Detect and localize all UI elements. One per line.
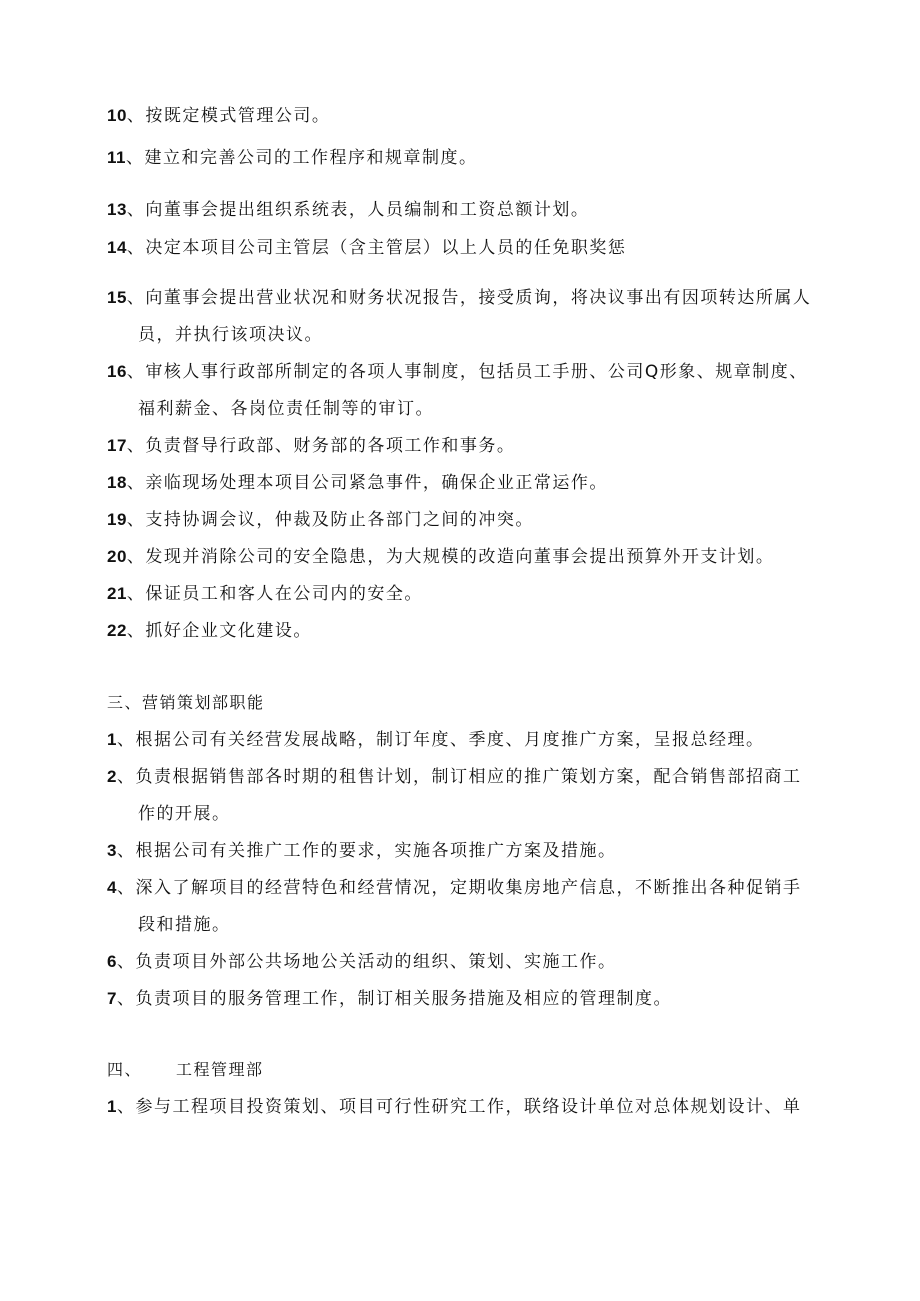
item-number: 19 (107, 510, 127, 529)
item-number: 1 (107, 1097, 117, 1116)
item-text: 、负责项目的服务管理工作，制订相关服务措施及相应的管理制度。 (116, 989, 672, 1009)
item-number: 4 (107, 878, 117, 897)
item-number: 2 (107, 767, 117, 786)
item-number: 3 (107, 841, 117, 860)
list-item (107, 987, 672, 1011)
item-text: 、根据公司有关推广工作的要求，实施各项推广方案及措施。 (116, 841, 617, 861)
item-text: 、亲临现场处理本项目公司紧急事件，确保企业正常运作。 (126, 473, 608, 493)
item-text: 、审核人事行政部所制定的各项人事制度，包括员工手册、公司Q形象、规章制度、 (126, 362, 808, 382)
list-item (107, 1095, 801, 1119)
list-item-continuation: 员，并执行该项决议。 (138, 325, 323, 345)
item-number: 10 (107, 106, 127, 125)
list-item (107, 950, 616, 974)
section-heading (107, 1058, 264, 1082)
list-item (107, 619, 312, 643)
item-text: 、按既定模式管理公司。 (126, 106, 331, 126)
list-item (107, 236, 626, 260)
item-text: 、支持协调会议，仲裁及防止各部门之间的冲突。 (126, 510, 534, 530)
item-text: 、负责项目外部公共场地公关活动的组织、策划、实施工作。 (116, 952, 617, 972)
item-number: 15 (107, 288, 127, 307)
item-text: 、参与工程项目投资策划、项目可行性研究工作，联络设计单位对总体规划设计、单 (116, 1097, 802, 1117)
section-heading: 三、营销策划部职能 (107, 693, 265, 712)
item-number: 13 (107, 200, 127, 219)
item-text: 、向董事会提出营业状况和财务状况报告，接受质询，将决议事出有因项转达所属人 (126, 288, 812, 308)
list-item (107, 104, 330, 128)
list-item (107, 198, 589, 222)
list-item (107, 765, 801, 789)
item-number: 1 (107, 730, 117, 749)
item-text: 、决定本项目公司主管层（含主管层）以上人员的任免职奖惩 (126, 238, 627, 258)
item-text: 、根据公司有关经营发展战略，制订年度、季度、月度推广方案，呈报总经理。 (116, 730, 765, 750)
list-item (107, 146, 477, 170)
item-number: 22 (107, 621, 127, 640)
item-number: 20 (107, 547, 127, 566)
item-text: 、负责督导行政部、财务部的各项工作和事务。 (126, 436, 516, 456)
list-item-continuation: 段和措施。 (138, 915, 231, 935)
item-number: 6 (107, 952, 117, 971)
item-number: 16 (107, 362, 127, 381)
item-number: 21 (107, 584, 127, 603)
item-text: 、深入了解项目的经营特色和经营情况，定期收集房地产信息，不断推出各种促销手 (116, 878, 802, 898)
list-item (107, 876, 801, 900)
item-text: 、抓好企业文化建设。 (126, 621, 312, 641)
section-heading-number: 四、 (107, 1060, 143, 1079)
item-number: 11 (107, 148, 126, 167)
list-item (107, 508, 534, 532)
list-item (107, 728, 764, 752)
item-number: 17 (107, 436, 127, 455)
item-number: 7 (107, 989, 117, 1008)
item-text: 、保证员工和客人在公司内的安全。 (126, 584, 423, 604)
list-item (107, 545, 774, 569)
list-item (107, 582, 423, 606)
item-text: 、发现并消除公司的安全隐患，为大规模的改造向董事会提出预算外开支计划。 (126, 547, 775, 567)
item-text: 、向董事会提出组织系统表，人员编制和工资总额计划。 (126, 200, 590, 220)
list-item (107, 839, 616, 863)
list-item (107, 434, 515, 458)
section-heading-text: 工程管理部 (176, 1060, 264, 1079)
list-item (107, 286, 811, 310)
item-number: 18 (107, 473, 127, 492)
item-number: 14 (107, 238, 127, 257)
list-item-continuation: 福利薪金、各岗位责任制等的审订。 (138, 399, 434, 419)
list-item (107, 360, 808, 384)
item-text: 、负责根据销售部各时期的租售计划，制订相应的推广策划方案，配合销售部招商工 (116, 767, 802, 787)
list-item-continuation: 作的开展。 (138, 804, 231, 824)
item-text: 、建立和完善公司的工作程序和规章制度。 (125, 148, 478, 168)
list-item (107, 471, 608, 495)
